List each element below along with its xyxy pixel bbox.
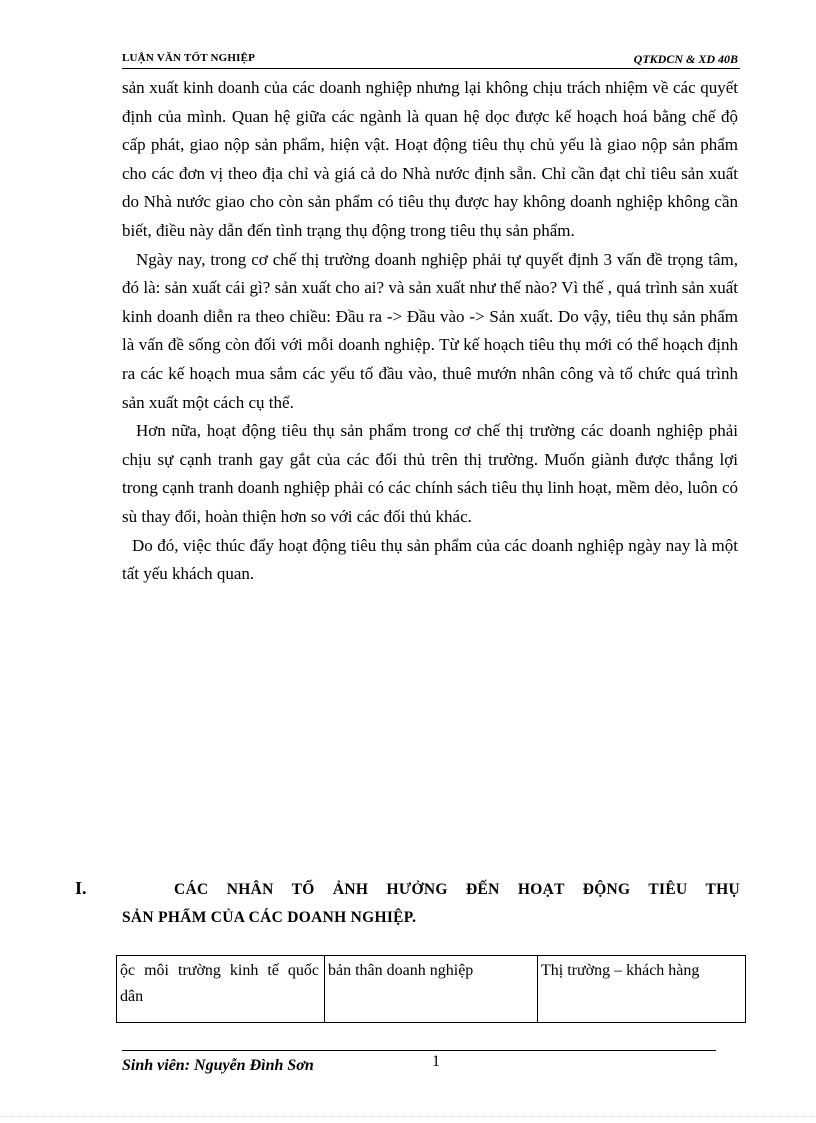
section-title-line-2: SẢN PHẨM CỦA CÁC DOANH NGHIỆP. bbox=[122, 909, 417, 926]
section-title bbox=[122, 876, 740, 932]
page-bottom-divider bbox=[0, 1116, 816, 1117]
factor-table bbox=[116, 955, 746, 1023]
page-number: 1 bbox=[432, 1053, 440, 1070]
table-row bbox=[117, 956, 746, 1023]
section-title-line-1: CÁC NHÂN TỐ ẢNH HƯỞNG ĐẾN HOẠT ĐỘNG TIÊU THỤ bbox=[174, 881, 740, 898]
table-cell-economy: ộc môi trường kinh tế quốc dân bbox=[117, 956, 325, 1023]
footer-student-name: Sinh viên: Nguyễn Đình Sơn bbox=[122, 1057, 314, 1074]
header-thesis-label: LUẬN VĂN TỐT NGHIỆP bbox=[122, 52, 256, 64]
page-header bbox=[122, 48, 740, 69]
paragraph-4: Do đó, việc thúc đẩy hoạt động tiêu thụ sản phẩm của các doanh nghiệp ngày nay là một tất yếu khách quan. bbox=[122, 535, 738, 584]
section-number: I. bbox=[75, 878, 87, 898]
paragraph-2: Ngày nay, trong cơ chế thị trường doanh nghiệp phải tự quyết định 3 vấn đề trọng tâm, đó là: sản xuất cái gì? sản xuất cho ai? và sản xuất như thế nào? Vì thế , quá trình sản xuất kinh doanh diễn ra theo chiều: Đầu ra -> Đầu vào -> Sản xuất. Do vậy, tiêu thụ sản phẩm là vấn đề sống còn đối với mỗi doanh nghiệp. Từ kế hoạch tiêu thụ mới có thể hoạch định ra các kế hoạch mua sắm các yếu tố đầu vào, thuê mướn nhân công và tổ chức quá trình sản xuất một cách cụ thể. bbox=[122, 249, 738, 412]
header-class-code: QTKDCN & XD 40B bbox=[633, 52, 738, 66]
paragraph-3: Hơn nữa, hoạt động tiêu thụ sản phẩm trong cơ chế thị trường các doanh nghiệp phải chịu sự cạnh tranh gay gắt của các đối thủ trên thị trường. Muốn giành được thắng lợi trong cạnh tranh doanh nghiệp phải có các chính sách tiêu thụ linh hoạt, mềm dẻo, luôn có sù thay đổi, hoàn thiện hơn so với các đối thủ khác. bbox=[122, 421, 738, 526]
page-footer bbox=[122, 1050, 716, 1074]
table-cell-market: Thị trường – khách hàng bbox=[537, 956, 745, 1023]
body-text bbox=[122, 74, 738, 589]
table-cell-enterprise: bản thân doanh nghiệp bbox=[325, 956, 538, 1023]
paragraph-1: sản xuất kinh doanh của các doanh nghiệp nhưng lại không chịu trách nhiệm về các quyết định của mình. Quan hệ giữa các ngành là quan hệ dọc được kế hoạch hoá bằng chế độ cấp phát, giao nộp sản phẩm, hiện vật. Hoạt động tiêu thụ chủ yếu là giao nộp sản phẩm cho các đơn vị theo địa chỉ và giá cả do Nhà nước định sẵn. Chỉ cần đạt chỉ tiêu sản xuất do Nhà nước giao cho còn sản phẩm có tiêu thụ được hay không doanh nghiệp không cần biết, điều này dẫn đến tình trạng thụ động trong tiêu thụ sản phẩm. bbox=[122, 78, 738, 240]
